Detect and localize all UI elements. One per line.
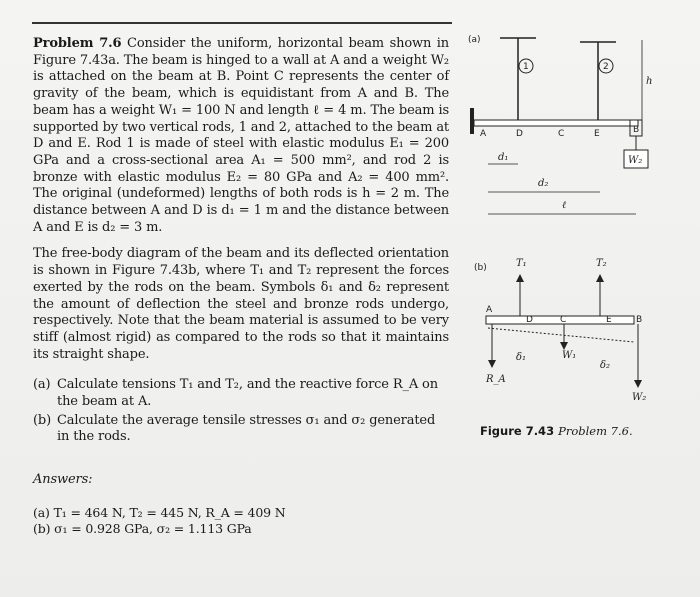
d2-label: d₂ bbox=[538, 178, 549, 189]
caption-bold: Figure 7.43 bbox=[480, 424, 555, 438]
point-A: A bbox=[480, 129, 487, 139]
problem-heading: Problem 7.6 bbox=[33, 36, 122, 51]
t2-arrowhead bbox=[596, 274, 604, 282]
point-B-b: B bbox=[636, 315, 643, 325]
wall bbox=[470, 108, 474, 134]
label-a: (a) bbox=[468, 35, 481, 45]
point-E: E bbox=[594, 129, 600, 139]
answers-heading: Answers: bbox=[33, 472, 93, 488]
ra-label: R_A bbox=[486, 374, 506, 385]
rod-2-label: 2 bbox=[603, 62, 609, 72]
point-B: B bbox=[633, 125, 640, 135]
question-a bbox=[33, 377, 449, 410]
question-b-label: (b) bbox=[33, 412, 52, 428]
h-label: h bbox=[646, 76, 653, 87]
w1-label: W₁ bbox=[562, 350, 577, 361]
w2-label-b: W₂ bbox=[632, 392, 647, 403]
answer-a: (a) T₁ = 464 N, T₂ = 445 N, R_A = 409 N bbox=[33, 504, 286, 520]
problem-paragraph-1 bbox=[33, 36, 449, 236]
deflected-beam bbox=[488, 328, 634, 342]
beam-a bbox=[474, 120, 638, 126]
question-b-text: Calculate the average tensile stresses σ₁ and σ₂ generated in the rods. bbox=[57, 412, 436, 445]
l-label: ℓ bbox=[562, 200, 567, 211]
answers-block bbox=[33, 505, 449, 537]
figure-caption bbox=[480, 424, 633, 438]
figure-svg bbox=[460, 24, 700, 424]
t2-label: T₂ bbox=[596, 258, 607, 269]
w1-arrowhead bbox=[560, 342, 568, 350]
point-C: C bbox=[558, 129, 565, 139]
w2-label: W₂ bbox=[628, 155, 643, 166]
ra-arrowhead bbox=[488, 360, 496, 368]
point-D-b: D bbox=[526, 315, 533, 325]
top-rule bbox=[32, 22, 452, 24]
questions-list bbox=[33, 377, 449, 446]
d1-label: d₁ bbox=[498, 152, 509, 163]
caption-italic: Problem 7.6. bbox=[558, 424, 633, 438]
figure-7-43 bbox=[460, 24, 700, 454]
delta1-label: δ₁ bbox=[516, 352, 527, 363]
point-A-b: A bbox=[486, 305, 493, 315]
point-C-b: C bbox=[560, 315, 567, 325]
question-b bbox=[33, 413, 449, 446]
point-E-b: E bbox=[606, 315, 612, 325]
label-b: (b) bbox=[474, 263, 487, 273]
answer-b: (b) σ₁ = 0.928 GPa, σ₂ = 1.113 GPa bbox=[33, 520, 252, 536]
problem-paragraph-2: The free-body diagram of the beam and its deflected orientation is shown in Figure 7.43b, where T₁ and T₂ represent the forces exerted by the rods on the beam. Symbols δ₁ and δ₂ represent the amount of deflection the steel and bronze rods undergo, respectively. Note that the beam material is assumed to be very stiff (almost rigid) as compared to the rods so that it maintains its straight shape. bbox=[33, 246, 449, 362]
question-a-label: (a) bbox=[33, 377, 51, 393]
problem-text bbox=[33, 36, 449, 537]
problem-body-1: Consider the uniform, horizontal beam shown in Figure 7.43a. The beam is hinged to a wall at A and a weight W₂ is attached on the beam at B. Point C represents the center of gravity of the beam, which is equidistant from A and B. The beam has a weight W₁ = 100 N and length ℓ = 4 m. The beam is supported by two vertical rods, 1 and 2, attached to the beam at D and E. Rod 1 is made of steel with elastic modulus E₁ = 200 GPa and a cross-sectional area A₁ = 500 mm², and rod 2 is bronze with elastic modulus E₂ = 80 GPa and A₂ = 400 mm². The original (undeformed) lengths of both rods is h = 2 m. The distance between A and D is d₁ = 1 m and the distance between A and E is d₂ = 3 m. bbox=[33, 36, 450, 235]
t1-arrowhead bbox=[516, 274, 524, 282]
rod-1-label: 1 bbox=[523, 62, 529, 72]
delta2-label: δ₂ bbox=[600, 360, 611, 371]
point-D: D bbox=[516, 129, 523, 139]
w2-arrowhead-b bbox=[634, 380, 642, 388]
question-a-text: Calculate tensions T₁ and T₂, and the reactive force R_A on the beam at A. bbox=[57, 377, 438, 410]
t1-label: T₁ bbox=[516, 258, 527, 269]
